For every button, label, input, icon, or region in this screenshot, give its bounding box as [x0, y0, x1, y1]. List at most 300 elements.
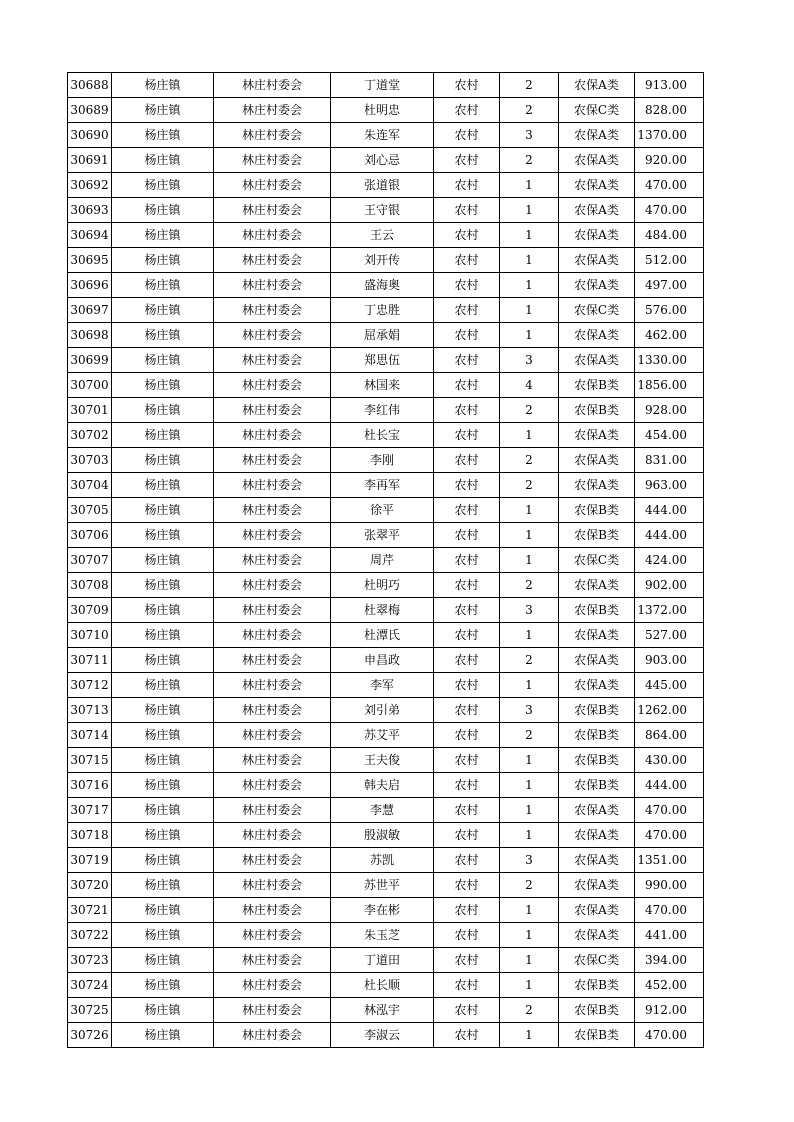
table-row [68, 123, 704, 148]
town-cell: 杨庄镇 [112, 673, 214, 698]
table-row [68, 873, 704, 898]
village-committee-cell: 林庄村委会 [214, 198, 331, 223]
amount-cell: 470.00 [635, 798, 704, 823]
household-count-cell: 2 [500, 873, 559, 898]
village-committee-cell: 林庄村委会 [214, 923, 331, 948]
table-row [68, 523, 704, 548]
household-count-cell: 2 [500, 473, 559, 498]
name-cell: 李淑云 [331, 1023, 434, 1048]
household-count-cell: 2 [500, 148, 559, 173]
amount-cell: 1370.00 [635, 123, 704, 148]
record-id-cell: 30716 [68, 773, 112, 798]
insurance-category-cell: 农保A类 [559, 798, 635, 823]
household-count-cell: 1 [500, 248, 559, 273]
table-row [68, 848, 704, 873]
amount-cell: 444.00 [635, 523, 704, 548]
town-cell: 杨庄镇 [112, 923, 214, 948]
amount-cell: 454.00 [635, 423, 704, 448]
name-cell: 王守银 [331, 198, 434, 223]
village-committee-cell: 林庄村委会 [214, 973, 331, 998]
name-cell: 张翠平 [331, 523, 434, 548]
amount-cell: 864.00 [635, 723, 704, 748]
village-committee-cell: 林庄村委会 [214, 123, 331, 148]
record-id-cell: 30711 [68, 648, 112, 673]
table-row [68, 448, 704, 473]
area-type-cell: 农村 [434, 948, 500, 973]
town-cell: 杨庄镇 [112, 223, 214, 248]
amount-cell: 470.00 [635, 173, 704, 198]
table-row [68, 648, 704, 673]
household-count-cell: 3 [500, 123, 559, 148]
insurance-category-cell: 农保A类 [559, 873, 635, 898]
household-count-cell: 2 [500, 448, 559, 473]
town-cell: 杨庄镇 [112, 248, 214, 273]
village-committee-cell: 林庄村委会 [214, 798, 331, 823]
amount-cell: 1351.00 [635, 848, 704, 873]
table-row [68, 323, 704, 348]
amount-cell: 913.00 [635, 73, 704, 98]
table-row [68, 898, 704, 923]
name-cell: 郑思伍 [331, 348, 434, 373]
name-cell: 丁道田 [331, 948, 434, 973]
record-id-cell: 30709 [68, 598, 112, 623]
amount-cell: 452.00 [635, 973, 704, 998]
town-cell: 杨庄镇 [112, 623, 214, 648]
insurance-category-cell: 农保A类 [559, 323, 635, 348]
insurance-category-cell: 农保A类 [559, 173, 635, 198]
insurance-category-cell: 农保B类 [559, 598, 635, 623]
household-count-cell: 1 [500, 298, 559, 323]
table-row [68, 998, 704, 1023]
village-committee-cell: 林庄村委会 [214, 398, 331, 423]
amount-cell: 928.00 [635, 398, 704, 423]
record-id-cell: 30696 [68, 273, 112, 298]
village-committee-cell: 林庄村委会 [214, 548, 331, 573]
insurance-category-cell: 农保B类 [559, 973, 635, 998]
amount-cell: 912.00 [635, 998, 704, 1023]
town-cell: 杨庄镇 [112, 973, 214, 998]
insurance-category-cell: 农保A类 [559, 273, 635, 298]
record-id-cell: 30704 [68, 473, 112, 498]
name-cell: 屈承娟 [331, 323, 434, 348]
name-cell: 刘心忌 [331, 148, 434, 173]
area-type-cell: 农村 [434, 673, 500, 698]
town-cell: 杨庄镇 [112, 723, 214, 748]
record-id-cell: 30724 [68, 973, 112, 998]
record-id-cell: 30688 [68, 73, 112, 98]
area-type-cell: 农村 [434, 348, 500, 373]
town-cell: 杨庄镇 [112, 1023, 214, 1048]
amount-cell: 828.00 [635, 98, 704, 123]
insurance-category-cell: 农保B类 [559, 773, 635, 798]
insurance-category-cell: 农保B类 [559, 498, 635, 523]
amount-cell: 444.00 [635, 773, 704, 798]
record-id-cell: 30713 [68, 698, 112, 723]
village-committee-cell: 林庄村委会 [214, 573, 331, 598]
insurance-category-cell: 农保A类 [559, 898, 635, 923]
village-committee-cell: 林庄村委会 [214, 748, 331, 773]
insurance-category-cell: 农保A类 [559, 198, 635, 223]
amount-cell: 576.00 [635, 298, 704, 323]
town-cell: 杨庄镇 [112, 648, 214, 673]
name-cell: 李在彬 [331, 898, 434, 923]
amount-cell: 462.00 [635, 323, 704, 348]
name-cell: 林泓宇 [331, 998, 434, 1023]
area-type-cell: 农村 [434, 1023, 500, 1048]
village-committee-cell: 林庄村委会 [214, 98, 331, 123]
area-type-cell: 农村 [434, 748, 500, 773]
record-id-cell: 30697 [68, 298, 112, 323]
household-count-cell: 1 [500, 198, 559, 223]
table-row [68, 498, 704, 523]
record-id-cell: 30708 [68, 573, 112, 598]
record-id-cell: 30698 [68, 323, 112, 348]
amount-cell: 903.00 [635, 648, 704, 673]
village-committee-cell: 林庄村委会 [214, 373, 331, 398]
area-type-cell: 农村 [434, 623, 500, 648]
record-id-cell: 30701 [68, 398, 112, 423]
area-type-cell: 农村 [434, 823, 500, 848]
amount-cell: 484.00 [635, 223, 704, 248]
amount-cell: 512.00 [635, 248, 704, 273]
amount-cell: 527.00 [635, 623, 704, 648]
area-type-cell: 农村 [434, 848, 500, 873]
table-row [68, 173, 704, 198]
insurance-category-cell: 农保A类 [559, 848, 635, 873]
insurance-category-cell: 农保A类 [559, 73, 635, 98]
amount-cell: 444.00 [635, 498, 704, 523]
insurance-category-cell: 农保B类 [559, 1023, 635, 1048]
record-id-cell: 30693 [68, 198, 112, 223]
area-type-cell: 农村 [434, 723, 500, 748]
amount-cell: 920.00 [635, 148, 704, 173]
town-cell: 杨庄镇 [112, 523, 214, 548]
village-committee-cell: 林庄村委会 [214, 223, 331, 248]
village-committee-cell: 林庄村委会 [214, 323, 331, 348]
household-count-cell: 3 [500, 348, 559, 373]
record-id-cell: 30694 [68, 223, 112, 248]
village-committee-cell: 林庄村委会 [214, 998, 331, 1023]
household-count-cell: 1 [500, 323, 559, 348]
insurance-category-cell: 农保C类 [559, 548, 635, 573]
town-cell: 杨庄镇 [112, 323, 214, 348]
village-committee-cell: 林庄村委会 [214, 148, 331, 173]
household-count-cell: 2 [500, 573, 559, 598]
town-cell: 杨庄镇 [112, 598, 214, 623]
area-type-cell: 农村 [434, 973, 500, 998]
village-committee-cell: 林庄村委会 [214, 73, 331, 98]
town-cell: 杨庄镇 [112, 848, 214, 873]
town-cell: 杨庄镇 [112, 398, 214, 423]
town-cell: 杨庄镇 [112, 823, 214, 848]
name-cell: 苏世平 [331, 873, 434, 898]
record-id-cell: 30710 [68, 623, 112, 648]
record-id-cell: 30705 [68, 498, 112, 523]
household-count-cell: 1 [500, 773, 559, 798]
household-count-cell: 1 [500, 798, 559, 823]
village-committee-cell: 林庄村委会 [214, 448, 331, 473]
area-type-cell: 农村 [434, 923, 500, 948]
name-cell: 杜长顺 [331, 973, 434, 998]
name-cell: 李刚 [331, 448, 434, 473]
name-cell: 刘开传 [331, 248, 434, 273]
table-row [68, 373, 704, 398]
insurance-category-cell: 农保B类 [559, 698, 635, 723]
name-cell: 刘引弟 [331, 698, 434, 723]
household-count-cell: 1 [500, 973, 559, 998]
insurance-category-cell: 农保C类 [559, 948, 635, 973]
amount-cell: 1262.00 [635, 698, 704, 723]
area-type-cell: 农村 [434, 398, 500, 423]
household-count-cell: 1 [500, 748, 559, 773]
record-id-cell: 30703 [68, 448, 112, 473]
area-type-cell: 农村 [434, 523, 500, 548]
town-cell: 杨庄镇 [112, 373, 214, 398]
household-count-cell: 2 [500, 73, 559, 98]
amount-cell: 470.00 [635, 1023, 704, 1048]
town-cell: 杨庄镇 [112, 898, 214, 923]
insurance-category-cell: 农保A类 [559, 923, 635, 948]
table-body [68, 73, 704, 1048]
name-cell: 张道银 [331, 173, 434, 198]
record-id-cell: 30714 [68, 723, 112, 748]
name-cell: 李慧 [331, 798, 434, 823]
household-count-cell: 2 [500, 998, 559, 1023]
village-committee-cell: 林庄村委会 [214, 673, 331, 698]
area-type-cell: 农村 [434, 148, 500, 173]
table-row [68, 548, 704, 573]
record-id-cell: 30726 [68, 1023, 112, 1048]
name-cell: 杜明忠 [331, 98, 434, 123]
town-cell: 杨庄镇 [112, 798, 214, 823]
village-committee-cell: 林庄村委会 [214, 948, 331, 973]
record-id-cell: 30720 [68, 873, 112, 898]
insurance-category-cell: 农保C类 [559, 98, 635, 123]
household-count-cell: 4 [500, 373, 559, 398]
insurance-category-cell: 农保A类 [559, 648, 635, 673]
insurance-category-cell: 农保B类 [559, 523, 635, 548]
village-committee-cell: 林庄村委会 [214, 723, 331, 748]
town-cell: 杨庄镇 [112, 73, 214, 98]
amount-cell: 1856.00 [635, 373, 704, 398]
village-committee-cell: 林庄村委会 [214, 898, 331, 923]
insurance-category-cell: 农保C类 [559, 298, 635, 323]
name-cell: 李军 [331, 673, 434, 698]
table-row [68, 773, 704, 798]
record-id-cell: 30712 [68, 673, 112, 698]
area-type-cell: 农村 [434, 173, 500, 198]
insurance-category-cell: 农保B类 [559, 748, 635, 773]
area-type-cell: 农村 [434, 548, 500, 573]
household-count-cell: 3 [500, 598, 559, 623]
table-row [68, 273, 704, 298]
household-count-cell: 1 [500, 498, 559, 523]
table-row [68, 348, 704, 373]
household-count-cell: 3 [500, 848, 559, 873]
record-id-cell: 30718 [68, 823, 112, 848]
village-committee-cell: 林庄村委会 [214, 473, 331, 498]
insurance-category-cell: 农保A类 [559, 573, 635, 598]
name-cell: 苏凯 [331, 848, 434, 873]
town-cell: 杨庄镇 [112, 748, 214, 773]
household-count-cell: 1 [500, 948, 559, 973]
record-id-cell: 30722 [68, 923, 112, 948]
insurance-category-cell: 农保B类 [559, 998, 635, 1023]
area-type-cell: 农村 [434, 898, 500, 923]
table-row [68, 1023, 704, 1048]
town-cell: 杨庄镇 [112, 698, 214, 723]
record-id-cell: 30706 [68, 523, 112, 548]
amount-cell: 990.00 [635, 873, 704, 898]
record-id-cell: 30707 [68, 548, 112, 573]
name-cell: 杜潭氏 [331, 623, 434, 648]
area-type-cell: 农村 [434, 198, 500, 223]
table-row [68, 723, 704, 748]
table-row [68, 148, 704, 173]
insurance-category-cell: 农保B类 [559, 373, 635, 398]
name-cell: 朱玉芝 [331, 923, 434, 948]
village-committee-cell: 林庄村委会 [214, 248, 331, 273]
record-id-cell: 30700 [68, 373, 112, 398]
amount-cell: 470.00 [635, 898, 704, 923]
household-count-cell: 2 [500, 723, 559, 748]
beneficiary-table [67, 72, 704, 1048]
table-row [68, 223, 704, 248]
town-cell: 杨庄镇 [112, 498, 214, 523]
name-cell: 韩夫启 [331, 773, 434, 798]
table-row [68, 573, 704, 598]
town-cell: 杨庄镇 [112, 148, 214, 173]
insurance-category-cell: 农保A类 [559, 623, 635, 648]
village-committee-cell: 林庄村委会 [214, 273, 331, 298]
area-type-cell: 农村 [434, 73, 500, 98]
table-row [68, 248, 704, 273]
name-cell: 苏艾平 [331, 723, 434, 748]
area-type-cell: 农村 [434, 248, 500, 273]
town-cell: 杨庄镇 [112, 123, 214, 148]
name-cell: 朱连军 [331, 123, 434, 148]
town-cell: 杨庄镇 [112, 448, 214, 473]
name-cell: 杜翠梅 [331, 598, 434, 623]
name-cell: 盛海奥 [331, 273, 434, 298]
area-type-cell: 农村 [434, 223, 500, 248]
table-row [68, 748, 704, 773]
record-id-cell: 30721 [68, 898, 112, 923]
area-type-cell: 农村 [434, 698, 500, 723]
household-count-cell: 1 [500, 223, 559, 248]
insurance-category-cell: 农保A类 [559, 123, 635, 148]
household-count-cell: 1 [500, 923, 559, 948]
amount-cell: 430.00 [635, 748, 704, 773]
record-id-cell: 30689 [68, 98, 112, 123]
insurance-category-cell: 农保A类 [559, 148, 635, 173]
record-id-cell: 30690 [68, 123, 112, 148]
amount-cell: 441.00 [635, 923, 704, 948]
household-count-cell: 1 [500, 623, 559, 648]
name-cell: 周芹 [331, 548, 434, 573]
area-type-cell: 农村 [434, 448, 500, 473]
name-cell: 丁忠胜 [331, 298, 434, 323]
town-cell: 杨庄镇 [112, 173, 214, 198]
amount-cell: 424.00 [635, 548, 704, 573]
record-id-cell: 30719 [68, 848, 112, 873]
village-committee-cell: 林庄村委会 [214, 623, 331, 648]
town-cell: 杨庄镇 [112, 423, 214, 448]
record-id-cell: 30723 [68, 948, 112, 973]
amount-cell: 902.00 [635, 573, 704, 598]
area-type-cell: 农村 [434, 873, 500, 898]
area-type-cell: 农村 [434, 123, 500, 148]
area-type-cell: 农村 [434, 498, 500, 523]
insurance-category-cell: 农保A类 [559, 823, 635, 848]
town-cell: 杨庄镇 [112, 873, 214, 898]
town-cell: 杨庄镇 [112, 473, 214, 498]
household-count-cell: 1 [500, 898, 559, 923]
table-row [68, 598, 704, 623]
town-cell: 杨庄镇 [112, 573, 214, 598]
table-row [68, 198, 704, 223]
village-committee-cell: 林庄村委会 [214, 1023, 331, 1048]
name-cell: 殷淑敏 [331, 823, 434, 848]
record-id-cell: 30699 [68, 348, 112, 373]
area-type-cell: 农村 [434, 598, 500, 623]
record-id-cell: 30717 [68, 798, 112, 823]
table-row [68, 823, 704, 848]
table-row [68, 623, 704, 648]
name-cell: 林国来 [331, 373, 434, 398]
table-row [68, 948, 704, 973]
table-row [68, 473, 704, 498]
village-committee-cell: 林庄村委会 [214, 648, 331, 673]
table-row [68, 398, 704, 423]
town-cell: 杨庄镇 [112, 773, 214, 798]
insurance-category-cell: 农保A类 [559, 223, 635, 248]
amount-cell: 445.00 [635, 673, 704, 698]
village-committee-cell: 林庄村委会 [214, 598, 331, 623]
insurance-category-cell: 农保A类 [559, 423, 635, 448]
village-committee-cell: 林庄村委会 [214, 523, 331, 548]
amount-cell: 394.00 [635, 948, 704, 973]
town-cell: 杨庄镇 [112, 298, 214, 323]
name-cell: 李红伟 [331, 398, 434, 423]
village-committee-cell: 林庄村委会 [214, 298, 331, 323]
insurance-category-cell: 农保B类 [559, 723, 635, 748]
area-type-cell: 农村 [434, 473, 500, 498]
household-count-cell: 1 [500, 823, 559, 848]
village-committee-cell: 林庄村委会 [214, 423, 331, 448]
household-count-cell: 1 [500, 673, 559, 698]
household-count-cell: 2 [500, 398, 559, 423]
record-id-cell: 30692 [68, 173, 112, 198]
insurance-category-cell: 农保B类 [559, 398, 635, 423]
village-committee-cell: 林庄村委会 [214, 698, 331, 723]
amount-cell: 963.00 [635, 473, 704, 498]
name-cell: 杜长宝 [331, 423, 434, 448]
amount-cell: 497.00 [635, 273, 704, 298]
town-cell: 杨庄镇 [112, 273, 214, 298]
household-count-cell: 1 [500, 273, 559, 298]
household-count-cell: 2 [500, 98, 559, 123]
household-count-cell: 2 [500, 648, 559, 673]
amount-cell: 1330.00 [635, 348, 704, 373]
area-type-cell: 农村 [434, 798, 500, 823]
name-cell: 王云 [331, 223, 434, 248]
village-committee-cell: 林庄村委会 [214, 498, 331, 523]
name-cell: 王夫俊 [331, 748, 434, 773]
area-type-cell: 农村 [434, 323, 500, 348]
table-row [68, 98, 704, 123]
household-count-cell: 1 [500, 173, 559, 198]
